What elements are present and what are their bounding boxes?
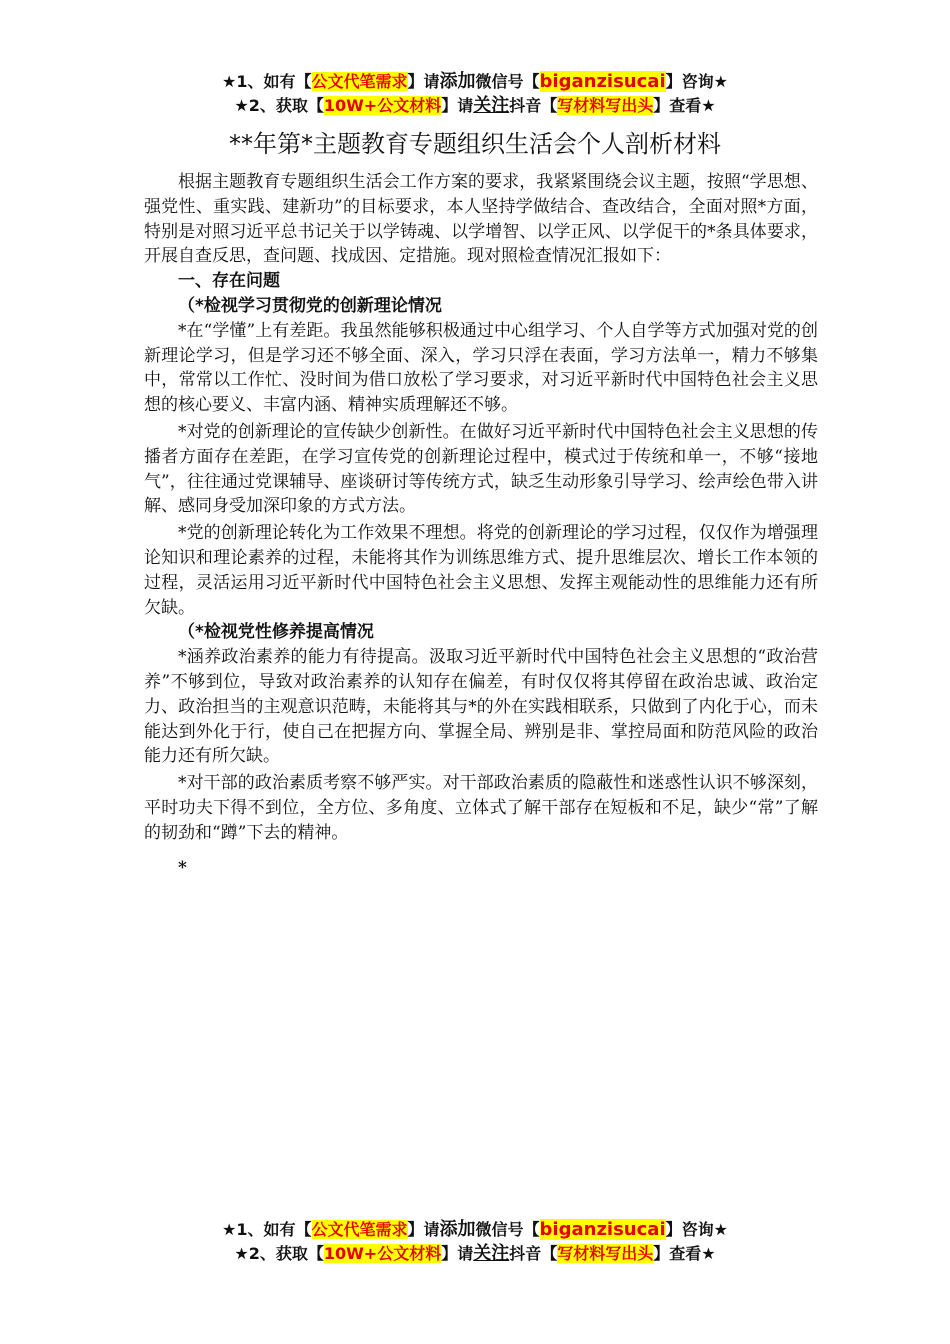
promo-douyin-id: 写材料写出头 (557, 1244, 654, 1263)
body-paragraph: *对干部的政治素质考察不够严实。对干部政治素质的隐蔽性和迷惑性认识不够深刻，平时功夫下得不到位，全方位、多角度、立体式了解干部存在短板和不足，缺少“常”了解的韧劲和“蹲”下去的精神。 (144, 773, 818, 843)
promo-text: 】查看★ (653, 96, 716, 115)
section-heading: 一、存在问题 (178, 271, 280, 292)
promo-emphasis: 添加 (439, 1219, 476, 1240)
promo-text: ★2、获取【 (234, 96, 324, 115)
promo-emphasis: 添加 (439, 71, 476, 92)
promo-text: ★1、如有【 (222, 72, 312, 91)
promo-line-1 (0, 70, 950, 94)
promo-highlight: 10W+公文材料 (323, 96, 442, 115)
body-paragraph: * (178, 857, 187, 878)
promo-wechat-id: biganzisucai (539, 71, 666, 92)
promo-douyin-id: 写材料写出头 (557, 96, 654, 115)
body-paragraph: *对党的创新理论的宣传缺少创新性。在做好习近平新时代中国特色社会主义思想的传播者方面存在差距，在学习宣传党的创新理论过程中，模式过于传统和单一，不够“接地气”，往往通过党课辅导、座谈研讨等传统方式，缺乏生动形象引导学习、绘声绘色带入讲解、感同身受加深印象的方式方法。 (144, 421, 818, 517)
promo-line-2 (0, 94, 950, 118)
body-paragraph: *党的创新理论转化为工作效果不理想。将党的创新理论的学习过程，仅仅作为增强理论知识和理论素养的过程，未能将其作为训练思维方式、提升思维层次、增长工作本领的过程，灵活运用习近平新时代中国特色社会主义思想、发挥主观能动性的思维能力还有所欠缺。 (144, 523, 818, 618)
promo-text: 抖音【 (509, 96, 558, 115)
promo-highlight: 公文代笔需求 (311, 72, 408, 91)
promo-highlight: 10W+公文材料 (323, 1244, 442, 1263)
promo-text: 】查看★ (653, 1244, 716, 1263)
body-paragraph: *在“学懂”上有差距。我虽然能够积极通过中心组学习、个人自学等方式加强对党的创新理论学习，但是学习还不够全面、深入，学习只浮在表面，学习方法单一，精力不够集中，常常以工作忙、没时间为借口放松了学习要求，对习近平新时代中国特色社会主义思想的核心要义、丰富内涵、精神实质理解还不够。 (144, 320, 818, 416)
promo-text: 】请 (407, 72, 440, 91)
promo-text: 微信号【 (475, 1220, 540, 1239)
promo-text: 微信号【 (475, 72, 540, 91)
intro-paragraph: 根据主题教育专题组织生活会工作方案的要求，我紧紧围绕会议主题，按照“学思想、强党性、重实践、建新功”的目标要求，本人坚持学做结合、查改结合，全面对照*方面，特别是对照习近平总书记关于以学铸魂、以学增智、以学正风、以学促干的*条具体要求，开展自查反思，查问题、找成因、定措施。现对照检查情况汇报如下： (144, 172, 818, 267)
promo-line-2 (0, 1242, 950, 1266)
promo-text: 】咨询★ (665, 72, 728, 91)
promo-text: ★1、如有【 (222, 1220, 312, 1239)
promo-text: 】请 (407, 1220, 440, 1239)
promo-line-1 (0, 1218, 950, 1242)
promo-highlight: 公文代笔需求 (311, 1220, 408, 1239)
promo-text: 】咨询★ (665, 1220, 728, 1239)
promo-emphasis: 关注 (473, 1243, 510, 1264)
promo-emphasis: 关注 (473, 95, 510, 116)
promo-banner-top (0, 70, 950, 118)
subsection-heading: （*检视学习贯彻党的创新理论情况 (178, 295, 442, 316)
subsection-heading: （*检视党性修养提高情况 (178, 622, 374, 643)
promo-text: ★2、获取【 (234, 1244, 324, 1263)
document-body (144, 170, 818, 880)
promo-text: 】请 (441, 96, 474, 115)
body-paragraph: *涵养政治素养的能力有待提高。汲取习近平新时代中国特色社会主义思想的“政治营养”不够到位，导致对政治素养的认知存在偏差，有时仅仅将其停留在政治忠诚、政治定力、政治担当的主观意识范畴，未能将其与*的外在实践相联系，只做到了内化于心，而未能达到外化于行，使自己在把握方向、掌握全局、辨别是非、掌控局面和防范风险的政治能力还有所欠缺。 (144, 647, 818, 767)
promo-banner-bottom (0, 1218, 950, 1266)
promo-wechat-id: biganzisucai (539, 1219, 666, 1240)
document-title: **年第*主题教育专题组织生活会个人剖析材料 (229, 130, 721, 158)
promo-text: 】请 (441, 1244, 474, 1263)
promo-text: 抖音【 (509, 1244, 558, 1263)
